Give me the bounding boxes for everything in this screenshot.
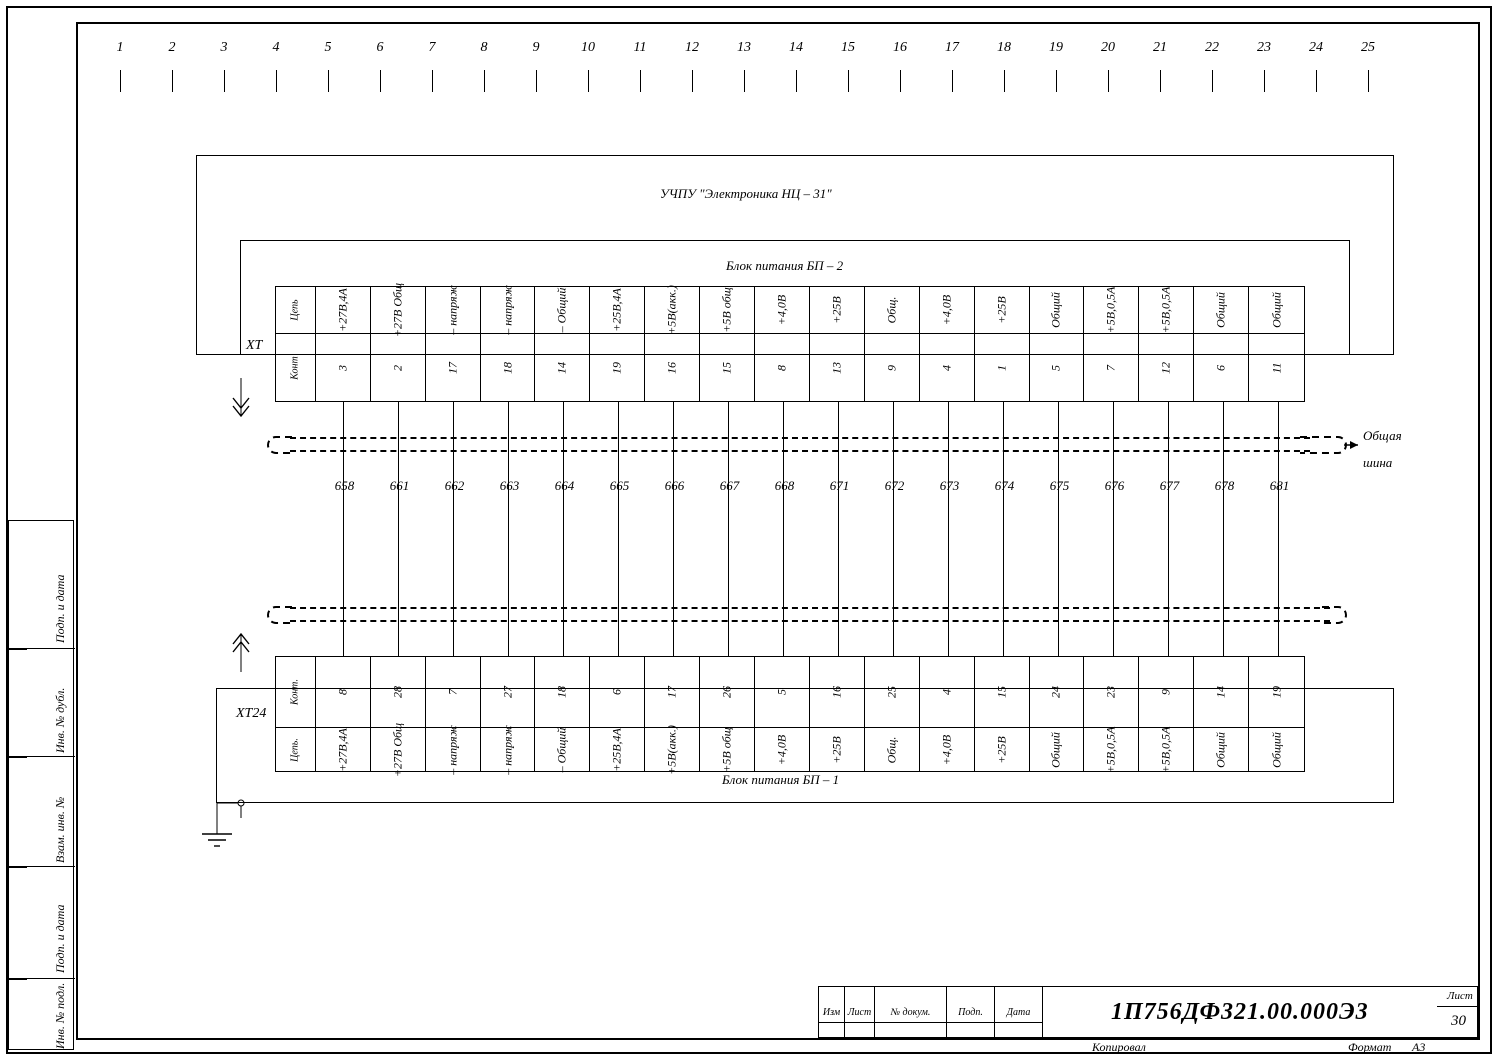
stamp-label-vzam-inv: Взам. инв. №: [53, 796, 67, 863]
circuit-label: +27В Общ: [390, 282, 405, 338]
pin-number: 17: [664, 686, 679, 698]
circuit-label: +25В: [829, 296, 844, 324]
pin-number: 28: [390, 686, 405, 698]
ruler-number: 9: [532, 40, 540, 55]
ruler-number: 5: [324, 40, 332, 55]
tb-box-a2: [845, 987, 875, 1007]
pin-number: 14: [1213, 686, 1228, 698]
ruler-number: 8: [480, 40, 488, 55]
wire-line: [1003, 402, 1004, 656]
arrow-up-icon: [228, 630, 254, 672]
pin-number: 2: [390, 365, 405, 371]
circuit-label: +27В,4А: [335, 288, 350, 332]
ruler-number: 4: [272, 40, 280, 55]
ruler-number: 10: [581, 40, 595, 55]
title-block: [818, 986, 1478, 1038]
pin-number: 9: [884, 365, 899, 371]
pin-number: 4: [939, 365, 954, 371]
copied-label: Копировал: [1092, 1040, 1146, 1054]
pin-number: 26: [719, 686, 734, 698]
pin-number: 18: [500, 362, 515, 374]
bp1-title: Блок питания БП – 1: [722, 772, 840, 787]
pin-number: 24: [1048, 686, 1063, 698]
circuit-label: +5В,0,5А: [1103, 726, 1118, 774]
ruler-number: 6: [376, 40, 384, 55]
pin-number: 7: [445, 689, 460, 695]
xt-top-label: XT: [246, 338, 263, 353]
circuit-label: +5В,0,5А: [1158, 726, 1173, 774]
wire-line: [1223, 402, 1224, 656]
ruler-number: 14: [789, 40, 803, 55]
ruler-number: 7: [428, 40, 436, 55]
circuit-label: Общий: [1048, 732, 1063, 768]
bus-bottom-right-cap: [1322, 598, 1356, 632]
circuit-label: +25В,4А: [609, 288, 624, 332]
tb-col-podp: Подп.: [947, 1007, 995, 1023]
circuit-label: +5В общ: [719, 727, 734, 773]
device-title: УЧПУ "Электроника НЦ – 31": [660, 186, 832, 201]
circuit-label: +4,0В: [939, 734, 954, 766]
pin-number: 11: [1269, 362, 1283, 374]
tb-col-list: Лист: [845, 1007, 875, 1023]
circuit-label: +25В: [994, 296, 1009, 324]
circuit-label: Общ.: [884, 296, 899, 324]
ruler-number: 23: [1257, 40, 1271, 55]
ruler-number: 17: [945, 40, 959, 55]
circuit-label: +4,0В: [774, 294, 789, 326]
sheet-label: Лист: [1447, 990, 1473, 1002]
tb-box-c3: [875, 1023, 947, 1039]
wire-number: 673: [939, 478, 960, 493]
circuit-label: – Общий: [554, 287, 569, 333]
wire-number: 668: [774, 478, 795, 493]
pin-number: 14: [554, 362, 569, 374]
ruler-number: 2: [168, 40, 176, 55]
wire-line: [783, 402, 784, 656]
pin-number: 3: [335, 365, 350, 371]
tb-col-data: Дата: [995, 1007, 1043, 1023]
wire-line: [948, 402, 949, 656]
circuit-label: Общий: [1269, 292, 1283, 328]
circuit-label: – напряж: [500, 285, 515, 335]
pin-number: 8: [335, 689, 350, 695]
circuit-label: – напряж: [445, 285, 460, 335]
bus-bottom-line-b: [290, 620, 1330, 622]
wire-number: 658: [334, 478, 355, 493]
tb-col-docnum: № докум.: [875, 1007, 947, 1023]
pin-number: 15: [994, 686, 1009, 698]
bus-label-line2: шина: [1363, 455, 1393, 470]
pin-number: 13: [829, 362, 844, 374]
document-number: 1П756ДФ321.00.000Э3: [1111, 999, 1369, 1025]
circuit-label: +25В: [994, 736, 1009, 764]
header-circuit-label: Цепь.: [289, 738, 301, 762]
arrow-down-icon: [228, 378, 254, 420]
tb-box-a1: [819, 987, 845, 1007]
pin-number: 17: [445, 362, 460, 374]
ruler-number: 19: [1049, 40, 1063, 55]
wire-line: [838, 402, 839, 656]
circuit-label: +5В,0,5А: [1103, 286, 1118, 334]
circuit-label: +4,0В: [939, 294, 954, 326]
circuit-label: +5В(акк.): [664, 725, 679, 775]
ruler-number: 25: [1361, 40, 1375, 55]
wire-line: [673, 402, 674, 656]
pin-number: 9: [1158, 689, 1173, 695]
pin-number: 5: [1048, 365, 1063, 371]
pin-number: 1: [994, 365, 1009, 371]
wire-number: 662: [444, 478, 465, 493]
pin-number: 5: [774, 689, 789, 695]
xt-bottom-label: XT24: [236, 706, 267, 721]
wire-number: 678: [1214, 478, 1235, 493]
bus-label-line1: Общая: [1363, 428, 1402, 443]
pin-number: 8: [774, 365, 789, 371]
wire-number: 664: [554, 478, 575, 493]
pin-number: 15: [719, 362, 734, 374]
pin-number: 18: [554, 686, 569, 698]
wire-number: 681: [1269, 478, 1290, 493]
circuit-label: +25В,4А: [609, 728, 624, 772]
circuit-label: +5В(акк.): [664, 285, 679, 335]
wire-number: 667: [719, 478, 740, 493]
circuit-label: – Общий: [554, 727, 569, 773]
ruler-number: 18: [997, 40, 1011, 55]
bus-top-line-b: [290, 450, 1310, 452]
wire-line: [618, 402, 619, 656]
stamp-label-podp-data-2: Подп. и дата: [53, 904, 67, 973]
pin-number: 16: [664, 362, 679, 374]
circuit-label: – напряж: [445, 725, 460, 775]
pin-number: 25: [884, 686, 899, 698]
pin-number: 27: [500, 686, 515, 698]
wire-number: 677: [1159, 478, 1180, 493]
wire-number: 666: [664, 478, 685, 493]
tb-box-c1: [819, 1023, 845, 1039]
wire-line: [563, 402, 564, 656]
circuit-label: Общий: [1213, 732, 1228, 768]
circuit-label: Общий: [1048, 292, 1063, 328]
header-pin-label: Конт: [289, 356, 301, 380]
tb-box-c2: [845, 1023, 875, 1039]
header-pin-label: Конт.: [289, 678, 301, 706]
pin-number: 19: [1269, 686, 1283, 698]
tb-box-c5: [995, 1023, 1043, 1039]
tb-box-c4: [947, 1023, 995, 1039]
ground-symbol: [196, 782, 266, 862]
wire-number: 674: [994, 478, 1015, 493]
ruler-number: 21: [1153, 40, 1167, 55]
wire-line: [1113, 402, 1114, 656]
wire-line: [1058, 402, 1059, 656]
pin-number: 4: [939, 689, 954, 695]
ruler-number: 3: [220, 40, 228, 55]
circuit-label: Общий: [1269, 732, 1283, 768]
tb-col-izm: Изм: [819, 1007, 845, 1023]
ruler-number: 20: [1101, 40, 1115, 55]
pin-number: 16: [829, 686, 844, 698]
ruler-number: 1: [116, 40, 124, 55]
ruler-number: 16: [893, 40, 907, 55]
circuit-label: +27В Общ: [390, 722, 405, 778]
pin-number: 7: [1103, 365, 1118, 371]
stamp-label-podp-data-1: Подп. и дата: [53, 574, 67, 643]
bus-top-left-cap: [262, 428, 296, 462]
pin-number: 6: [1213, 365, 1228, 371]
bus-bottom-left-cap: [262, 598, 296, 632]
bus-top-right-arrow: [1300, 428, 1360, 462]
wire-number: 672: [884, 478, 905, 493]
ruler-number: 24: [1309, 40, 1323, 55]
circuit-label: +4,0В: [774, 734, 789, 766]
wire-number: 671: [829, 478, 850, 493]
wire-number: 663: [499, 478, 520, 493]
wire-number: 661: [389, 478, 410, 493]
pin-number: 12: [1158, 362, 1173, 374]
format-label: Формат: [1348, 1040, 1392, 1054]
pin-number: 23: [1103, 686, 1118, 698]
wire-line: [728, 402, 729, 656]
circuit-label: – напряж: [500, 725, 515, 775]
bus-bottom-line-a: [290, 607, 1330, 609]
format-value: А3: [1412, 1040, 1426, 1054]
ruler-number: 22: [1205, 40, 1219, 55]
circuit-label: Общий: [1213, 292, 1228, 328]
wire-line: [893, 402, 894, 656]
wire-line: [508, 402, 509, 656]
sheet-number: 30: [1451, 1013, 1466, 1029]
stamp-label-inv-dubl: Инв. № дубл.: [53, 687, 67, 753]
bus-top-line-a: [290, 437, 1310, 439]
circuit-label: +27В,4А: [335, 728, 350, 772]
wire-number: 665: [609, 478, 630, 493]
pin-number: 6: [609, 689, 624, 695]
circuit-label: +5В общ: [719, 287, 734, 333]
wire-line: [343, 402, 344, 656]
circuit-label: +5В,0,5А: [1158, 286, 1173, 334]
header-circuit-label: Цепь: [289, 299, 301, 321]
wire-number: 676: [1104, 478, 1125, 493]
ruler-number: 11: [633, 40, 647, 55]
wire-line: [1278, 402, 1279, 656]
wire-line: [1168, 402, 1169, 656]
circuit-label: +25В: [829, 736, 844, 764]
ruler-number: 12: [685, 40, 699, 55]
tb-box-a5: [995, 987, 1043, 1007]
ruler-number: 13: [737, 40, 751, 55]
tb-box-a3: [875, 987, 947, 1007]
wire-number: 675: [1049, 478, 1070, 493]
ruler-number: 15: [841, 40, 855, 55]
tb-box-a4: [947, 987, 995, 1007]
pin-number: 19: [609, 362, 624, 374]
stamp-label-inv-podl: Инв. № подл.: [53, 982, 67, 1049]
wire-line: [453, 402, 454, 656]
circuit-label: Общ.: [884, 736, 899, 764]
bp2-title: Блок питания БП – 2: [726, 258, 844, 273]
wire-line: [398, 402, 399, 656]
